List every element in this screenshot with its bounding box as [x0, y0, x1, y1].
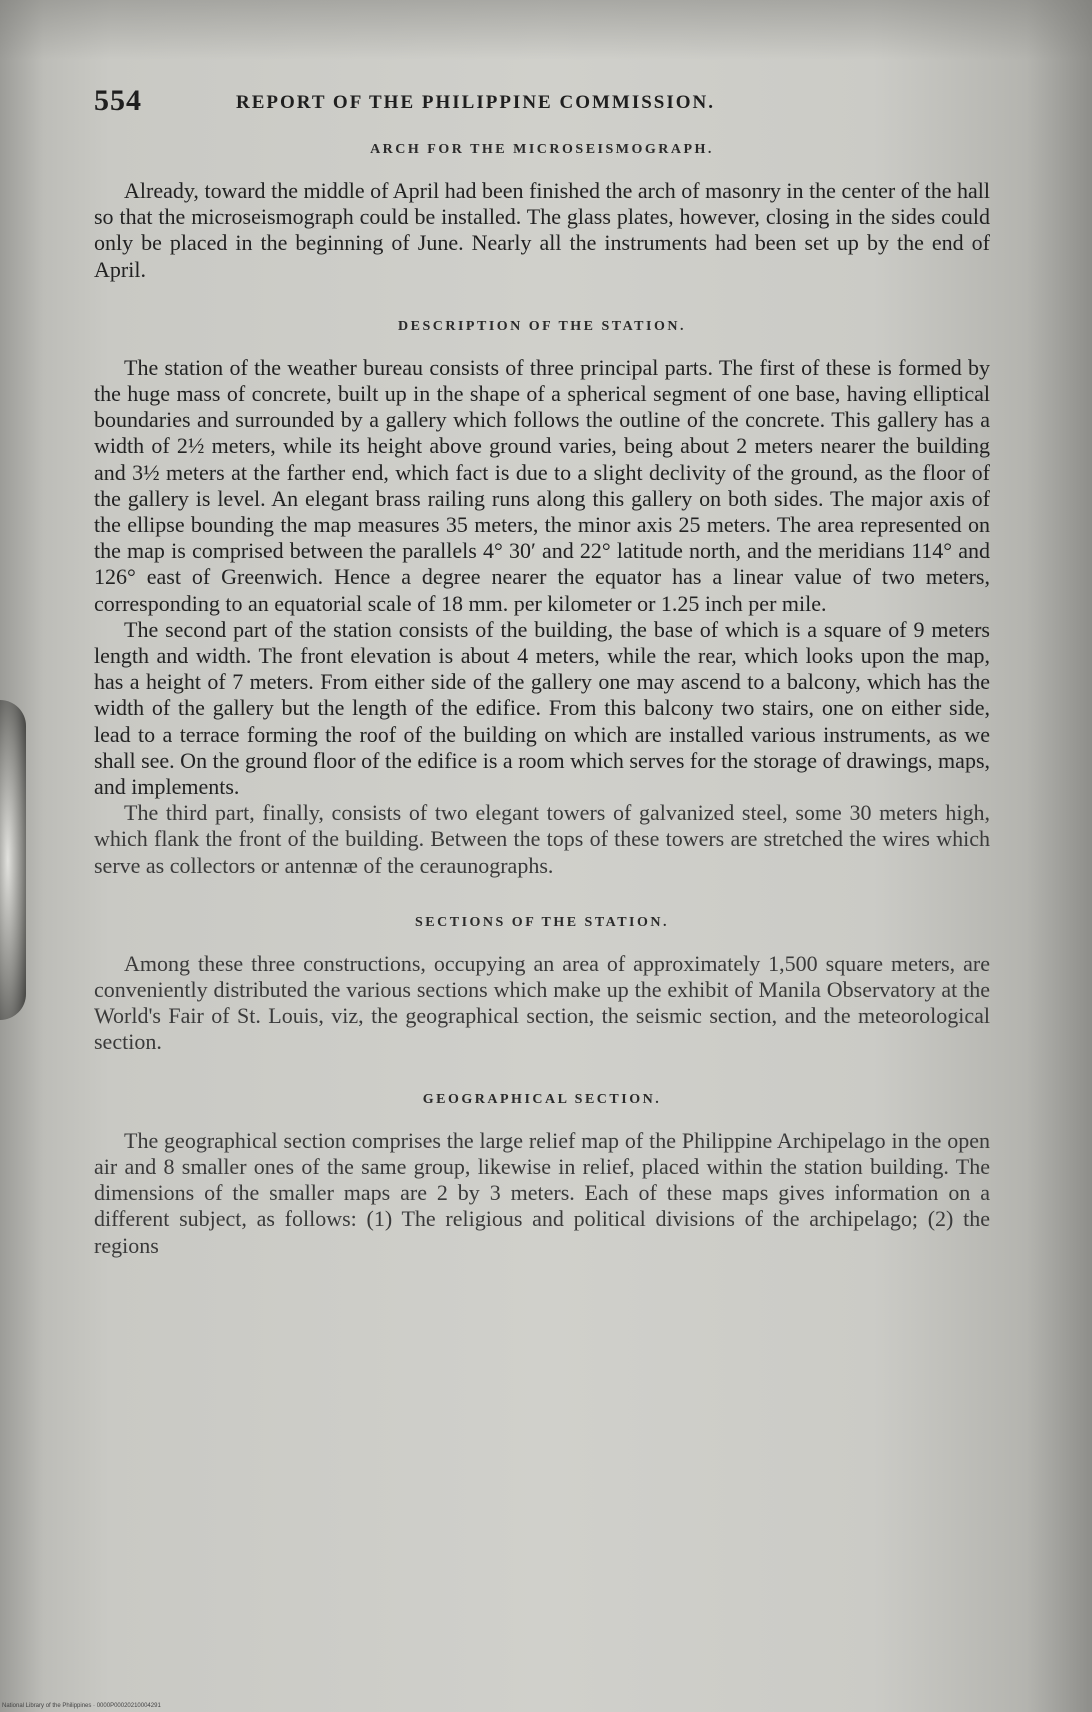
section-heading-arch: ARCH FOR THE MICROSEISMOGRAPH.: [370, 142, 714, 157]
facing-page-edge: [0, 700, 26, 1020]
paragraph-description-1: The station of the weather bureau consists of three principal parts. The first of these is formed by the huge mass of concrete, built up in the shape of a spherical segment of one base, having elliptical boundaries and surrounded by a gallery which follows the outline of the concrete. This gallery has a width of 2½ meters, while its height above ground varies, being about 2 meters nearer the building and 3½ meters at the farther end, which fact is due to a slight declivity of the ground, as the floor of the gallery is level. An elegant brass railing runs along this gallery on both sides. The major axis of the ellipse bounding the map measures 35 meters, the minor axis 25 meters. The area represented on the map is comprised between the parallels 4° 30′ and 22° latitude north, and the meridians 114° and 126° east of Greenwich. Hence a degree nearer the equator has a linear value of two meters, corresponding to an equatorial scale of 18 mm. per kilometer or 1.25 inch per mile.: [94, 354, 990, 616]
section-heading-sections: SECTIONS OF THE STATION.: [415, 914, 669, 930]
paragraph-geographical: The geographical section comprises the large relief map of the Philippine Archipelago in the open air and 8 smaller ones of the same group, likewise in relief, placed within the station building. The dimensions of the smaller maps are 2 by 3 meters. Each of these maps gives information on a different subject, as follows: (1) The religious and political divisions of the archipelago; (2) the regions: [94, 1127, 990, 1258]
document-page: [94, 84, 990, 1259]
footer-credit: National Library of the Philippines · 0000P00020210004291: [2, 1703, 161, 1709]
paragraph-description-2: The second part of the station consists of the building, the base of which is a square of 9 meters length and width. The front elevation is about 4 meters, while the rear, which looks upon the map, has a height of 7 meters. From either side of the gallery one may ascend to a balcony, which has the width of the gallery but the length of the edifice. From this balcony two stairs, one on either side, lead to a terrace forming the roof of the building on which are installed various instruments, as we shall see. On the ground floor of the edifice is a room which serves for the storage of drawings, maps, and implements.: [94, 616, 990, 800]
running-title: REPORT OF THE PHILIPPINE COMMISSION.: [236, 92, 716, 113]
paragraph-description-3: The third part, finally, consists of two elegant towers of galvanized steel, some 30 meters high, which flank the front of the building. Between the tops of these towers are stretched the wires which serve as collectors or antennæ of the ceraunographs.: [94, 800, 990, 878]
section-heading-geographical: GEOGRAPHICAL SECTION.: [422, 1091, 662, 1107]
page-number: 554: [94, 84, 142, 117]
page-top-shadow: [0, 0, 1092, 60]
paragraph-sections: Among these three constructions, occupying an area of approximately 1,500 square meters, are conveniently distributed the various sections which make up the exhibit of Manila Observatory at the World's Fair of St. Louis, viz, the geographical section, the seismic section, and the meteorological section.: [94, 950, 990, 1055]
running-head: [94, 84, 990, 128]
section-heading-description: DESCRIPTION OF THE STATION.: [398, 318, 686, 334]
paragraph-arch: Already, toward the middle of April had been finished the arch of masonry in the center of the hall so that the microseismograph could be installed. The glass plates, however, closing in the sides could only be placed in the beginning of June. Nearly all the instruments had been set up by the end of April.: [94, 178, 990, 282]
